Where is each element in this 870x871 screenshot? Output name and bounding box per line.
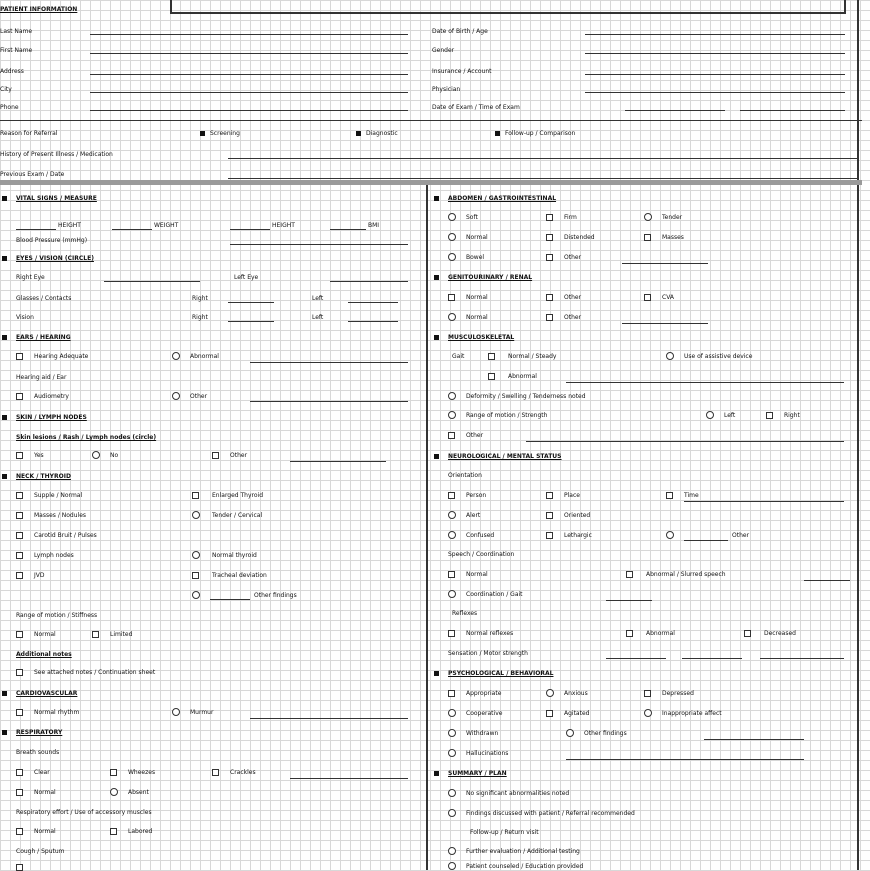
measure-line[interactable] — [230, 229, 270, 230]
option-label: Time — [684, 492, 699, 499]
radio[interactable] — [546, 689, 554, 697]
checkbox[interactable] — [16, 552, 23, 559]
checkbox[interactable] — [212, 452, 219, 459]
option-label: Coordination / Gait — [466, 591, 523, 598]
option-line[interactable] — [804, 580, 850, 581]
radio[interactable] — [448, 847, 456, 855]
section-title: NEUROLOGICAL / MENTAL STATUS — [448, 453, 562, 460]
option-label: Other — [564, 314, 582, 321]
option-label: Yes — [34, 452, 44, 459]
radio[interactable] — [448, 590, 456, 598]
field-label: Insurance / Account — [432, 68, 492, 75]
option-label: Other — [190, 393, 208, 400]
option-label: Absent — [128, 789, 149, 796]
checkbox[interactable] — [212, 769, 219, 776]
bullet-icon — [2, 730, 7, 735]
sub-label: Breath sounds — [16, 749, 60, 756]
option-label: Lymph nodes — [34, 552, 74, 559]
checkbox[interactable] — [666, 492, 673, 499]
sub-label: Hearing aid / Ear — [16, 374, 67, 381]
field-label: City — [0, 86, 12, 93]
note-line[interactable] — [230, 244, 408, 245]
option-label: Lethargic — [564, 532, 592, 539]
checkbox-icon[interactable] — [200, 131, 205, 136]
section-title: EARS / HEARING — [16, 334, 71, 341]
checkbox[interactable] — [16, 512, 23, 519]
checkbox[interactable] — [448, 630, 455, 637]
option-label: Carotid Bruit / Pulses — [34, 532, 97, 539]
info-line-label: Previous Exam / Date — [0, 171, 65, 178]
option-label: Bowel — [466, 254, 485, 261]
option-label: Abnormal — [508, 373, 537, 380]
option-line[interactable] — [566, 759, 804, 760]
checkbox[interactable] — [766, 412, 773, 419]
option-label: Other — [732, 532, 750, 539]
section-title: VITAL SIGNS / MEASURE — [16, 195, 97, 202]
checkbox[interactable] — [16, 669, 23, 676]
option-label: Right — [784, 412, 800, 419]
section-note: Blood Pressure (mmHg) — [16, 237, 88, 244]
checkbox[interactable] — [192, 492, 199, 499]
row-label: Left — [312, 295, 324, 302]
option-label: Place — [564, 492, 580, 499]
radio[interactable] — [566, 729, 574, 737]
option-label: Normal reflexes — [466, 630, 514, 637]
checkbox[interactable] — [16, 572, 23, 579]
checkbox[interactable] — [626, 571, 633, 578]
option-label: Normal thyroid — [212, 552, 257, 559]
option-label: Masses — [662, 234, 684, 241]
checkbox[interactable] — [488, 353, 495, 360]
checkbox[interactable] — [644, 690, 651, 697]
field-line[interactable] — [90, 34, 408, 35]
checkbox[interactable] — [546, 254, 553, 261]
field-line[interactable] — [90, 92, 408, 93]
field-line[interactable] — [90, 53, 408, 54]
section-title: GENITOURINARY / RENAL — [448, 274, 533, 281]
option-label: Withdrawn — [466, 730, 499, 737]
option-label: Abnormal — [646, 630, 675, 637]
bullet-icon — [434, 335, 439, 340]
sub-label: Respiratory effort / Use of accessory muscles — [16, 809, 152, 816]
section-title: PSYCHOLOGICAL / BEHAVIORAL — [448, 670, 554, 677]
checkbox[interactable] — [92, 631, 99, 638]
measure-label: HEIGHT — [272, 222, 295, 229]
option-label: Labored — [128, 828, 153, 835]
radio[interactable] — [92, 451, 100, 459]
field-line[interactable] — [585, 92, 845, 93]
option-line[interactable] — [290, 461, 386, 462]
option-label: Murmur — [190, 709, 214, 716]
radio[interactable] — [644, 213, 652, 221]
field-label: Gender — [432, 47, 455, 54]
measure-line[interactable] — [330, 229, 366, 230]
option-label: Further evaluation / Additional testing — [466, 848, 580, 855]
option-label: Use of assistive device — [684, 353, 753, 360]
radio[interactable] — [644, 709, 652, 717]
divider — [0, 120, 862, 121]
option-label: Appropriate — [466, 690, 502, 697]
bullet-icon — [2, 256, 7, 261]
checkbox[interactable] — [110, 828, 117, 835]
option-label: Agitated — [564, 710, 590, 717]
field-label: Address — [0, 68, 24, 75]
option-label: Normal — [466, 234, 488, 241]
option-line[interactable] — [606, 658, 666, 659]
checkbox[interactable] — [546, 314, 553, 321]
sub-label: Skin lesions / Rash / Lymph nodes (circle) — [16, 434, 157, 441]
checkbox[interactable] — [644, 234, 651, 241]
checkbox[interactable] — [546, 710, 553, 717]
right-frame-border — [857, 0, 859, 870]
bullet-icon — [2, 691, 7, 696]
radio[interactable] — [192, 591, 200, 599]
section-title: MUSCULOSKELETAL — [448, 334, 515, 341]
checkbox[interactable] — [488, 373, 495, 380]
row-line[interactable] — [348, 321, 398, 322]
option-label: Abnormal — [190, 353, 219, 360]
row-label: Right — [192, 295, 208, 302]
header-name-box[interactable] — [170, 0, 846, 14]
radio[interactable] — [448, 511, 456, 519]
field-label: First Name — [0, 47, 33, 54]
option-label: JVD — [34, 572, 45, 579]
bullet-icon — [434, 771, 439, 776]
field-label: Date of Exam / Time of Exam — [432, 104, 520, 111]
radio[interactable] — [666, 352, 674, 360]
checkbox[interactable] — [16, 492, 23, 499]
option-label: Soft — [466, 214, 478, 221]
option-line[interactable] — [682, 658, 742, 659]
bullet-icon — [2, 474, 7, 479]
radio[interactable] — [192, 551, 200, 559]
section-title: RESPIRATORY — [16, 729, 63, 736]
section-title: SKIN / LYMPH NODES — [16, 414, 87, 421]
option-label: Enlarged Thyroid — [212, 492, 264, 499]
info-line-label: History of Present Illness / Medication — [0, 151, 113, 158]
option-line[interactable] — [250, 718, 408, 719]
option-label: Decreased — [764, 630, 796, 637]
radio[interactable] — [448, 709, 456, 717]
option-label: See attached notes / Continuation sheet — [34, 669, 156, 676]
checkbox[interactable] — [16, 789, 23, 796]
checkbox[interactable] — [744, 630, 751, 637]
sub-label: Sensation / Motor strength — [448, 650, 528, 657]
checkbox[interactable] — [16, 353, 23, 360]
option-line[interactable] — [250, 401, 408, 402]
option-label: Follow-up / Return visit — [470, 829, 539, 836]
row-line[interactable] — [348, 302, 398, 303]
field-label: Last Name — [0, 28, 33, 35]
option-label: CVA — [662, 294, 675, 301]
radio[interactable] — [448, 809, 456, 817]
option-line[interactable] — [684, 540, 728, 541]
option-label: Firm — [564, 214, 577, 221]
option-label: Left — [724, 412, 736, 419]
option-label: Limited — [110, 631, 133, 638]
option-label: Depressed — [662, 690, 694, 697]
option-label: Masses / Nodules — [34, 512, 87, 519]
row-label: Left Eye — [234, 274, 259, 281]
field-label: Phone — [0, 104, 19, 111]
radio[interactable] — [172, 392, 180, 400]
option-label: Person — [466, 492, 487, 499]
checkbar-label: Reason for Referral — [0, 130, 58, 137]
radio[interactable] — [448, 729, 456, 737]
checkbox[interactable] — [16, 452, 23, 459]
radio[interactable] — [706, 411, 714, 419]
option-label: Normal — [34, 828, 56, 835]
radio[interactable] — [448, 213, 456, 221]
checkbox[interactable] — [16, 393, 23, 400]
measure-label: HEIGHT — [58, 222, 81, 229]
checkbox[interactable] — [16, 532, 23, 539]
option-label: Oriented — [564, 512, 591, 519]
checkbox[interactable] — [448, 432, 455, 439]
radio[interactable] — [448, 313, 456, 321]
option-label: Audiometry — [34, 393, 69, 400]
option-label: Normal / Steady — [508, 353, 557, 360]
radio[interactable] — [192, 511, 200, 519]
checkbox[interactable] — [16, 631, 23, 638]
option-line[interactable] — [526, 441, 844, 442]
option-label: Confused — [466, 532, 495, 539]
field-line[interactable] — [585, 74, 845, 75]
option-line[interactable] — [566, 382, 844, 383]
radio[interactable] — [448, 531, 456, 539]
checkbox[interactable] — [16, 709, 23, 716]
option-label: Other — [230, 452, 248, 459]
sub-label: Orientation — [448, 472, 482, 479]
option-label: Hearing Adequate — [34, 353, 89, 360]
checkbox[interactable] — [16, 828, 23, 835]
bullet-icon — [2, 196, 7, 201]
option-label: Other — [564, 254, 582, 261]
sub-label: Cough / Sputum — [16, 848, 65, 855]
option-label: Normal — [466, 294, 488, 301]
option-line[interactable] — [760, 658, 844, 659]
option-label: Tender — [662, 214, 683, 221]
option-label: Supple / Normal — [34, 492, 83, 499]
option-label: Wheezes — [128, 769, 156, 776]
option-line[interactable] — [290, 778, 408, 779]
section-title: CARDIOVASCULAR — [16, 690, 78, 697]
option-label: Other findings — [584, 730, 627, 737]
checkbox[interactable] — [546, 234, 553, 241]
option-label: Deformity / Swelling / Tenderness noted — [466, 393, 586, 400]
option-label: Inappropriate affect — [662, 710, 722, 717]
radio[interactable] — [448, 789, 456, 797]
option-label: No — [110, 452, 119, 459]
sub-label: Speech / Coordination — [448, 551, 515, 558]
radio[interactable] — [666, 531, 674, 539]
radio[interactable] — [110, 788, 118, 796]
radio[interactable] — [172, 708, 180, 716]
row-label: Right Eye — [16, 274, 45, 281]
field-line[interactable] — [585, 34, 845, 35]
radio[interactable] — [448, 233, 456, 241]
field-line[interactable] — [625, 110, 725, 111]
option-line[interactable] — [622, 263, 708, 264]
option-label: Normal — [466, 314, 488, 321]
row-line[interactable] — [228, 302, 274, 303]
checkbox[interactable] — [546, 214, 553, 221]
checkbox[interactable] — [546, 512, 553, 519]
bullet-icon — [434, 454, 439, 459]
row-label: Glasses / Contacts — [16, 295, 72, 302]
option-label: Other — [564, 294, 582, 301]
radio[interactable] — [448, 749, 456, 757]
measure-line[interactable] — [112, 229, 152, 230]
checkbox-icon[interactable] — [356, 131, 361, 136]
option-line[interactable] — [210, 599, 250, 600]
measure-line[interactable] — [16, 229, 56, 230]
option-line[interactable] — [250, 362, 408, 363]
checkbar-option: Diagnostic — [366, 130, 398, 137]
bullet-icon — [2, 415, 7, 420]
radio[interactable] — [448, 253, 456, 261]
checkbox[interactable] — [546, 532, 553, 539]
section-title: EYES / VISION (CIRCLE) — [16, 255, 94, 262]
radio[interactable] — [448, 411, 456, 419]
field-label: Physician — [432, 86, 461, 93]
field-label: Date of Birth / Age — [432, 28, 488, 35]
checkbox[interactable] — [546, 294, 553, 301]
checkbox[interactable] — [644, 294, 651, 301]
option-label: Normal rhythm — [34, 709, 80, 716]
option-label: Tracheal deviation — [212, 572, 267, 579]
option-label: Clear — [34, 769, 50, 776]
field-line[interactable] — [740, 110, 845, 111]
option-label: Abnormal / Slurred speech — [646, 571, 726, 578]
bullet-icon — [2, 335, 7, 340]
option-label: Normal — [34, 631, 56, 638]
row-label: Vision — [16, 314, 34, 321]
option-label: Findings discussed with patient / Referral recommended — [466, 810, 635, 817]
option-label: Distended — [564, 234, 595, 241]
checkbox[interactable] — [16, 769, 23, 776]
option-line[interactable] — [684, 501, 844, 502]
option-label: No significant abnormalities noted — [466, 790, 570, 797]
checkbar-option: Follow-up / Comparison — [505, 130, 576, 137]
option-label: Normal — [466, 571, 488, 578]
section-title: SUMMARY / PLAN — [448, 770, 507, 777]
radio[interactable] — [448, 392, 456, 400]
bullet-icon — [434, 671, 439, 676]
column-divider — [426, 185, 428, 870]
option-label: Hallucinations — [466, 750, 509, 757]
field-line[interactable] — [90, 110, 408, 111]
header-title: PATIENT INFORMATION — [0, 6, 78, 13]
sub-label: Additional notes — [16, 651, 72, 658]
option-line[interactable] — [704, 739, 804, 740]
bullet-icon — [434, 275, 439, 280]
checkbox[interactable] — [626, 630, 633, 637]
radio[interactable] — [172, 352, 180, 360]
sub-label: Gait — [452, 353, 465, 360]
measure-label: BMI — [368, 222, 380, 229]
section-title: ABDOMEN / GASTROINTESTINAL — [448, 195, 557, 202]
option-label: Alert — [466, 512, 481, 519]
checkbox[interactable] — [448, 571, 455, 578]
option-label: Tender / Cervical — [212, 512, 263, 519]
section-title: NECK / THYROID — [16, 473, 71, 480]
option-label: Crackles — [230, 769, 256, 776]
bullet-icon — [434, 196, 439, 201]
measure-label: WEIGHT — [154, 222, 179, 229]
row-line[interactable] — [330, 281, 408, 282]
row-line[interactable] — [228, 321, 274, 322]
checkbox[interactable] — [546, 492, 553, 499]
row-label: Left — [312, 314, 324, 321]
radio[interactable] — [448, 862, 456, 870]
checkbox[interactable] — [448, 690, 455, 697]
option-label: Range of motion / Strength — [466, 412, 548, 419]
checkbox[interactable] — [192, 572, 199, 579]
info-line[interactable] — [228, 178, 858, 179]
checkbox[interactable] — [448, 294, 455, 301]
option-label: Normal — [34, 789, 56, 796]
checkbox[interactable] — [110, 769, 117, 776]
option-line[interactable] — [606, 600, 652, 601]
option-label: Anxious — [564, 690, 588, 697]
field-line[interactable] — [585, 53, 845, 54]
row-line[interactable] — [104, 281, 200, 282]
option-label: Cooperative — [466, 710, 503, 717]
sub-label: Range of motion / Stiffness — [16, 612, 98, 619]
option-label: Other findings — [254, 592, 297, 599]
option-line[interactable] — [622, 323, 708, 324]
option-label: Other — [466, 432, 484, 439]
row-label: Right — [192, 314, 208, 321]
checkbox-icon[interactable] — [495, 131, 500, 136]
checkbox[interactable] — [448, 492, 455, 499]
sub-label: Reflexes — [452, 610, 478, 617]
checkbar-option: Screening — [210, 130, 240, 137]
section-band — [0, 180, 862, 185]
option-label: Patient counseled / Education provided — [466, 863, 584, 870]
field-line[interactable] — [90, 74, 408, 75]
info-line[interactable] — [228, 158, 858, 159]
